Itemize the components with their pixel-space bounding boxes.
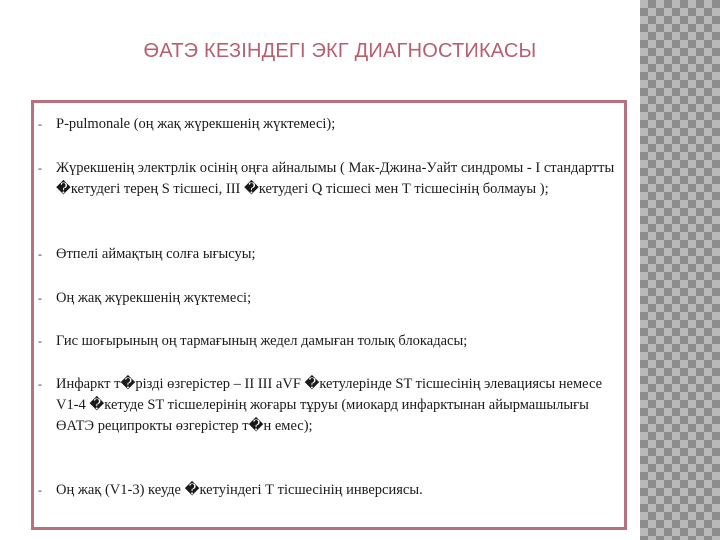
bullet-marker: - bbox=[38, 247, 42, 261]
list-item-text: Гис шоғырының оң тармағының жедел дамыған толық блокадасы; bbox=[56, 333, 468, 349]
list-item bbox=[38, 288, 616, 309]
list-item bbox=[38, 331, 616, 352]
list-item bbox=[38, 480, 616, 501]
bullet-marker: - bbox=[38, 117, 42, 131]
bullet-marker: - bbox=[38, 161, 42, 175]
list-item-text: Оң жақ (V1-3) кеуде �кетуіндегі Т тісшесінің инверсиясы. bbox=[56, 482, 423, 498]
list-item bbox=[38, 158, 616, 200]
bullet-marker: - bbox=[38, 377, 42, 391]
list-item bbox=[38, 114, 616, 135]
content-box bbox=[31, 100, 627, 530]
list-item-text: P-pulmonale (оң жақ жүрекшенің жүктемесі); bbox=[56, 116, 336, 132]
decorative-pattern-strip bbox=[640, 0, 720, 540]
bullet-marker: - bbox=[38, 483, 42, 497]
list-item-text: Инфаркт т�різді өзгерістер – II III aVF �кетулерінде ST тісшесінің элевациясы немесе V1-4 �кетуде ST тісшелерінің жоғары тұруы (миокард инфарктынан айырмашылығы ӨАТЭ реципрокты өзгерістер т�н емес); bbox=[56, 376, 603, 434]
bullet-marker: - bbox=[38, 291, 42, 305]
bullet-marker: - bbox=[38, 334, 42, 348]
list-item-text: Оң жақ жүрекшенің жүктемесі; bbox=[56, 290, 252, 306]
list-item bbox=[38, 244, 616, 265]
list-item bbox=[38, 374, 616, 437]
slide-title: ӨАТЭ КЕЗІНДЕГІ ЭКГ ДИАГНОСТИКАСЫ bbox=[143, 40, 537, 62]
list-item-text: Өтпелі аймақтың солға ығысуы; bbox=[56, 246, 256, 262]
list-item-text: Жүрекшенің электрлік осінің оңға айналымы ( Мак-Джина-Уайт синдромы - I стандартты �кетудегі терең S тісшесі, III �кетудегі Q тісшесі мен Т тісшесінің болмауы ); bbox=[56, 160, 615, 197]
